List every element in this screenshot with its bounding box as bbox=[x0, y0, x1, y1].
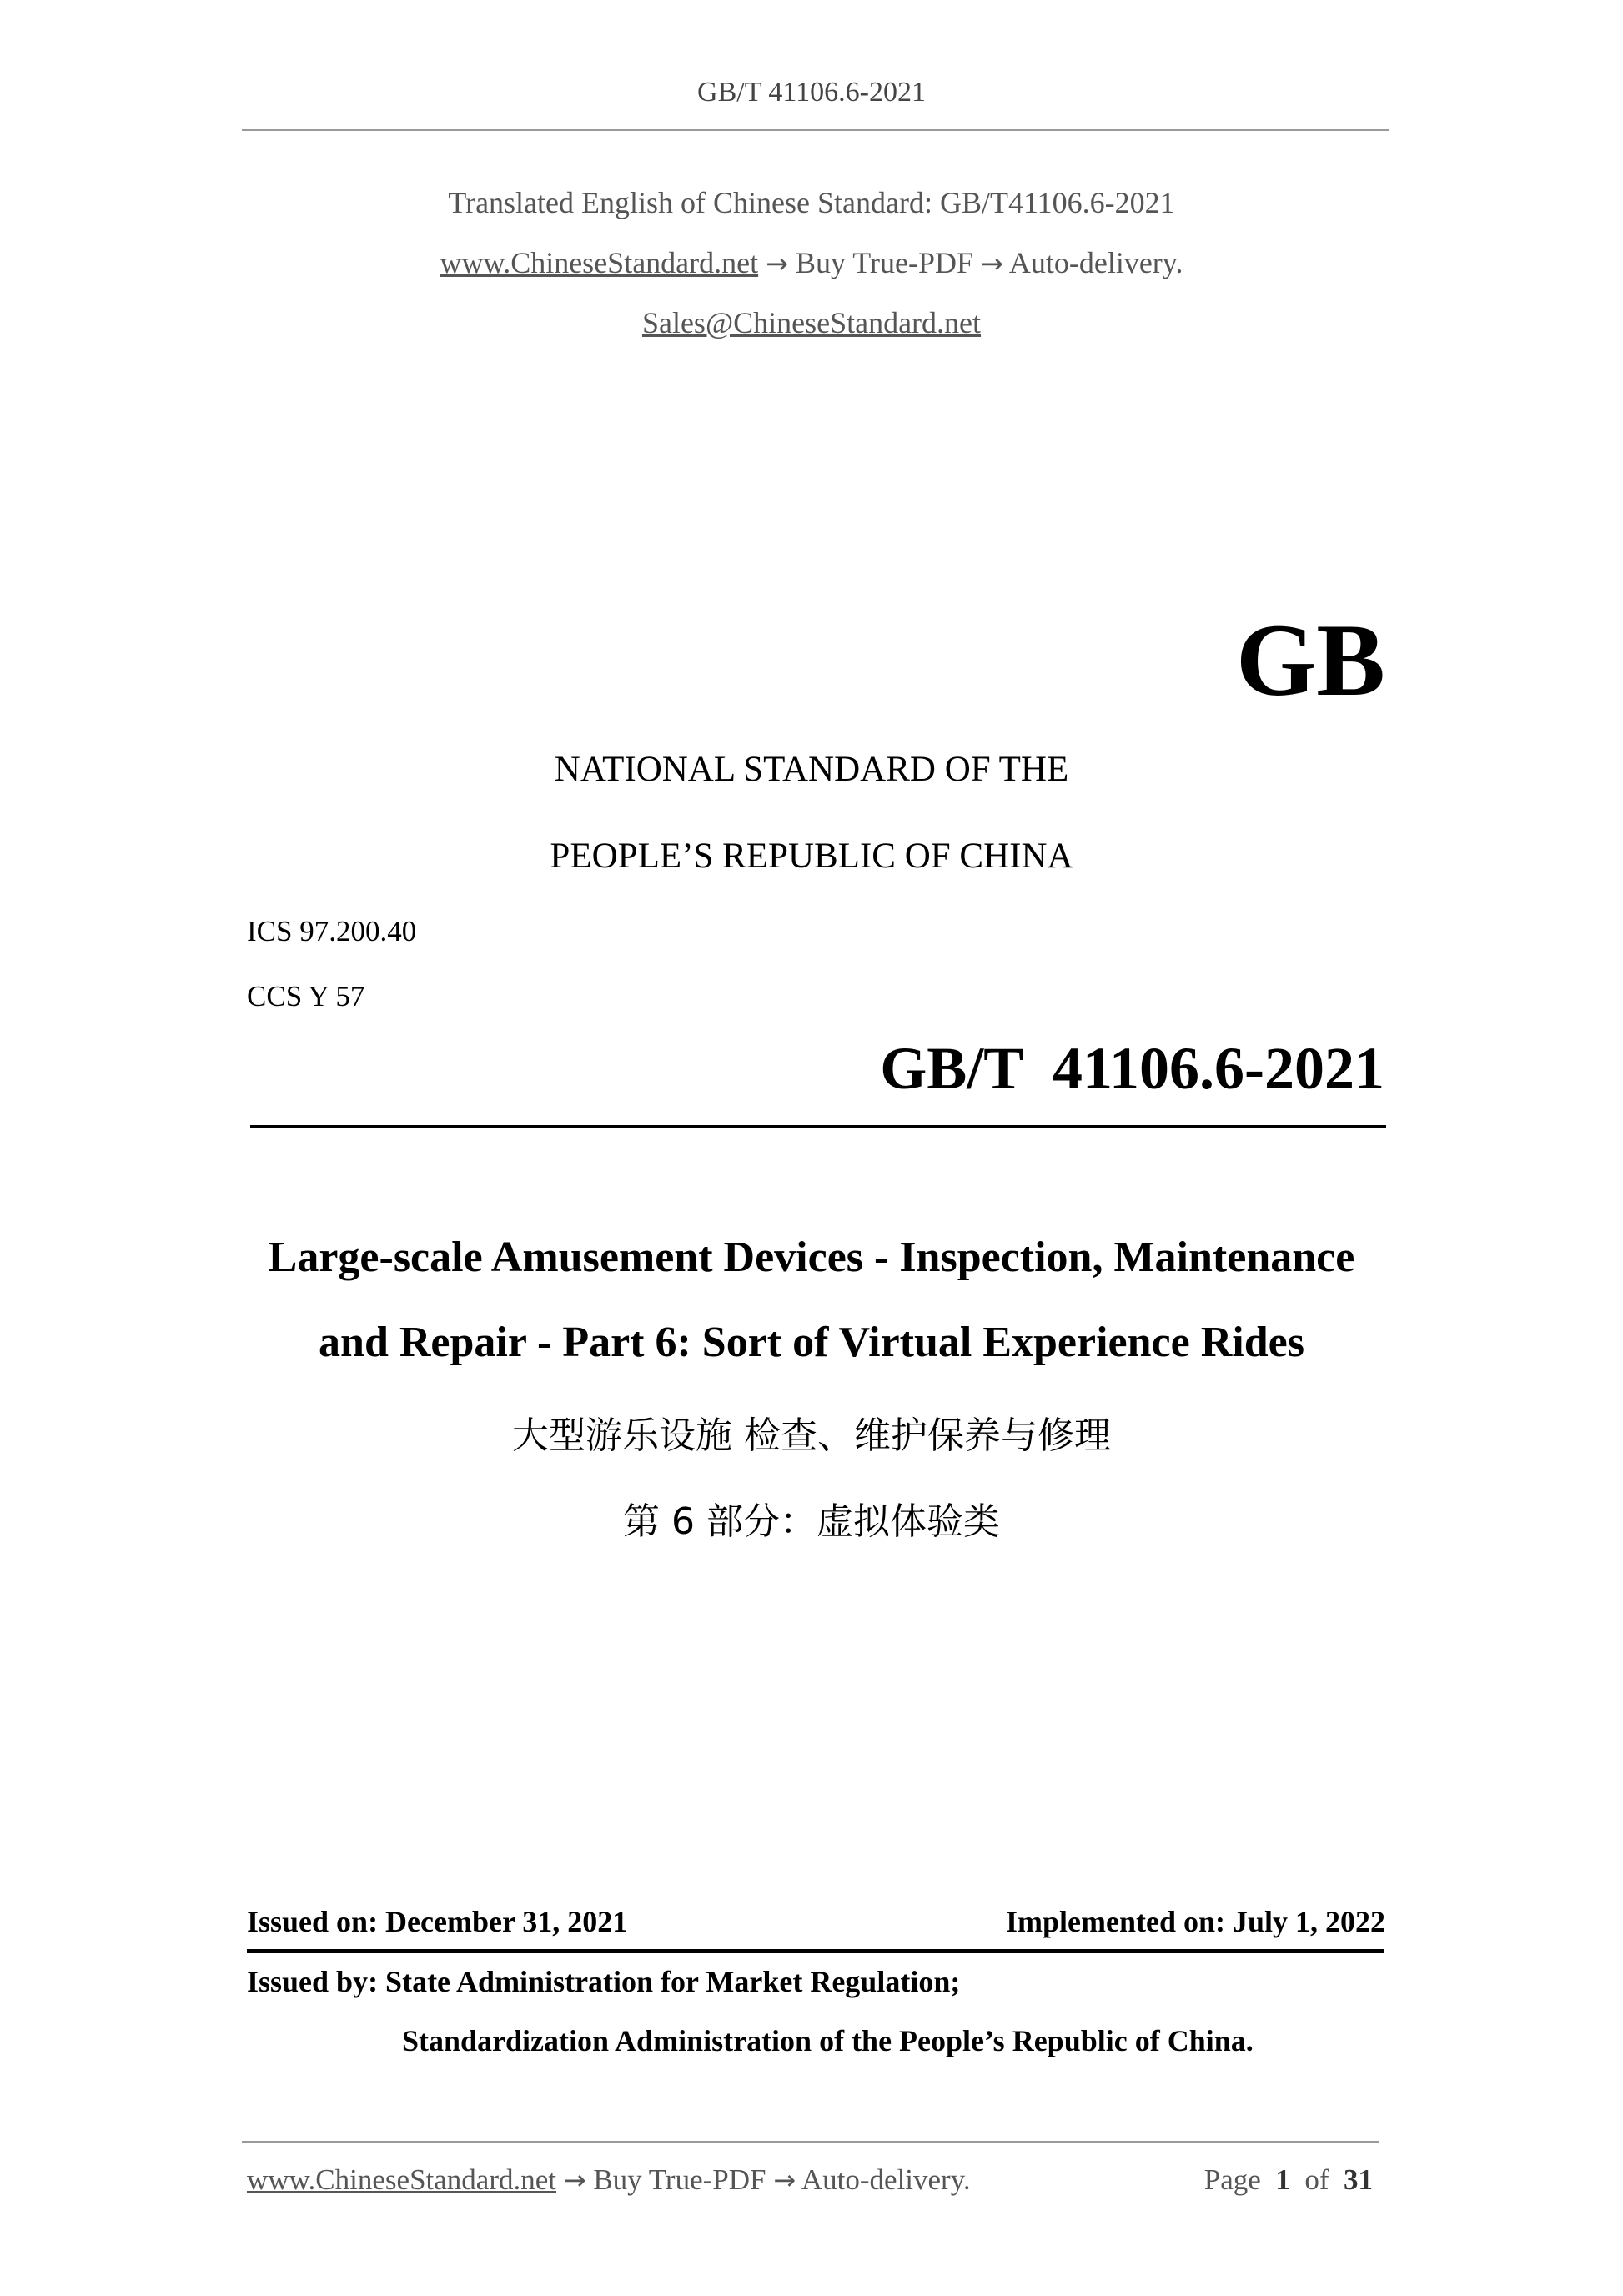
ccs-code: CCS Y 57 bbox=[247, 980, 365, 1012]
gb-mark: GB bbox=[1235, 603, 1385, 717]
standard-number-divider bbox=[250, 1125, 1386, 1128]
page-current: 1 bbox=[1275, 2163, 1290, 2196]
dates-divider bbox=[247, 1949, 1384, 1953]
national-standard-line-1: NATIONAL STANDARD OF THE bbox=[554, 750, 1069, 789]
site-link[interactable]: www.ChineseStandard.net bbox=[440, 246, 759, 279]
delivery-text: Auto-delivery. bbox=[1008, 246, 1183, 279]
translation-notice: Translated English of Chinese Standard: GB/T41106.6-2021 bbox=[448, 186, 1175, 219]
arrow-right-icon: → bbox=[981, 248, 1003, 279]
implemented-on-date: Implemented on: July 1, 2022 bbox=[1005, 1905, 1385, 1938]
chinese-title-line-2: 第 6 部分：虚拟体验类 bbox=[623, 1500, 1000, 1543]
page-total: 31 bbox=[1344, 2163, 1373, 2196]
buy-text: Buy True-PDF bbox=[795, 246, 974, 279]
issued-on-date: Issued on: December 31, 2021 bbox=[247, 1905, 628, 1938]
email-link[interactable]: Sales@ChineseStandard.net bbox=[641, 306, 982, 339]
footer-purchase-notice bbox=[247, 2163, 971, 2197]
purchase-notice bbox=[0, 245, 1623, 280]
email-row bbox=[0, 305, 1623, 340]
page-indicator bbox=[1204, 2163, 1373, 2197]
header-divider bbox=[242, 129, 1389, 131]
footer-site-link[interactable]: www.ChineseStandard.net bbox=[247, 2163, 556, 2196]
footer-buy-text: Buy True-PDF bbox=[593, 2163, 766, 2196]
running-header: GB/T 41106.6-2021 bbox=[697, 77, 926, 108]
issued-by-line-1: Issued by: State Administration for Market Regulation; bbox=[247, 1965, 961, 1998]
issued-by-line-2: Standardization Administration of the People’s Republic of China. bbox=[402, 2024, 1254, 2057]
ics-code: ICS 97.200.40 bbox=[247, 915, 417, 947]
chinese-title-line-1: 大型游乐设施 检查、维护保养与修理 bbox=[512, 1414, 1111, 1457]
arrow-right-icon: → bbox=[563, 2164, 586, 2196]
english-title-line-1: Large-scale Amusement Devices - Inspection, Maintenance bbox=[268, 1233, 1355, 1281]
standard-number: GB/T 41106.6-2021 bbox=[880, 1035, 1384, 1102]
arrow-right-icon: → bbox=[773, 2164, 796, 2196]
footer-delivery-text: Auto-delivery. bbox=[801, 2163, 971, 2196]
arrow-right-icon: → bbox=[766, 248, 788, 279]
page-of-label: of bbox=[1304, 2163, 1329, 2196]
page-label: Page bbox=[1203, 2163, 1261, 2196]
footer-divider bbox=[242, 2141, 1379, 2143]
english-title-line-2: and Repair - Part 6: Sort of Virtual Experience Rides bbox=[319, 1319, 1304, 1366]
national-standard-line-2: PEOPLE’S REPUBLIC OF CHINA bbox=[550, 837, 1073, 876]
